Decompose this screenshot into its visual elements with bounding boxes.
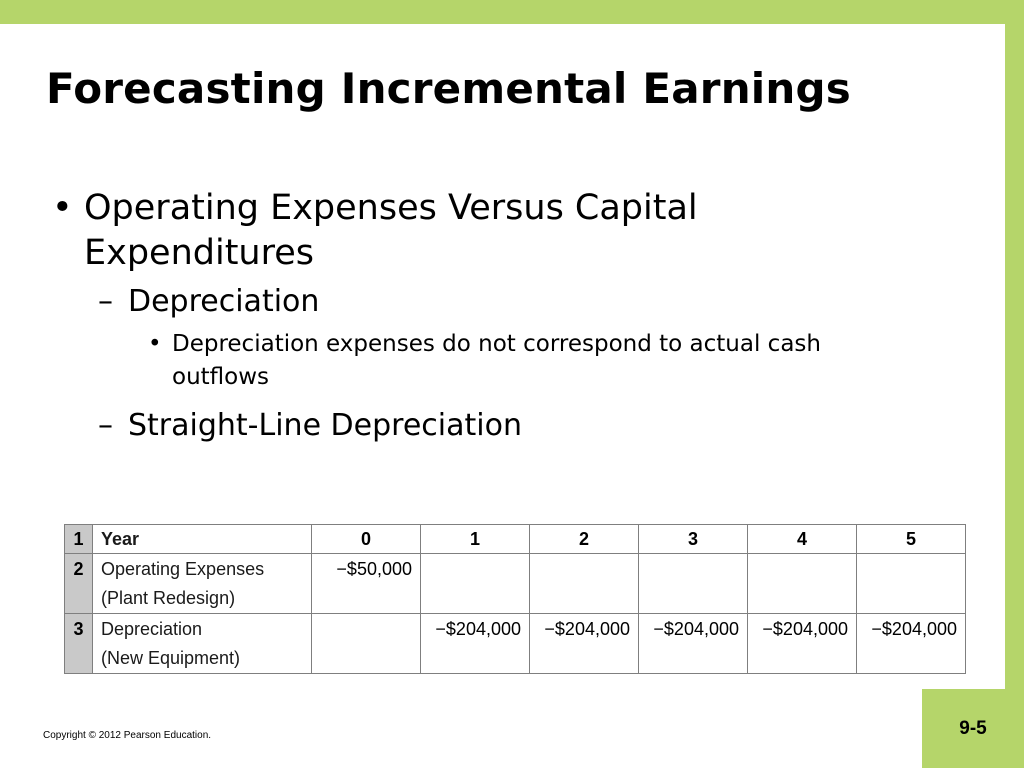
expense-table <box>64 524 966 674</box>
row-number: 1 <box>65 525 93 554</box>
table-cell <box>312 614 421 674</box>
year-header: 4 <box>748 525 857 554</box>
row-label-line1: Depreciation <box>101 619 203 639</box>
header-label: Year <box>93 525 312 554</box>
bullet-level1 <box>46 186 916 276</box>
table-header-row <box>65 525 966 554</box>
table-cell: −$204,000 <box>530 614 639 674</box>
top-accent-bar <box>0 0 1024 24</box>
table-cell <box>748 554 857 614</box>
bullet-text: Straight-Line Depreciation <box>128 408 522 443</box>
year-header: 1 <box>421 525 530 554</box>
row-label-line2: (New Equipment) <box>101 648 241 668</box>
row-number: 2 <box>65 554 93 614</box>
table-row <box>65 554 966 614</box>
copyright-text: Copyright © 2012 Pearson Education. <box>43 730 212 741</box>
bullet-list <box>46 186 916 446</box>
right-accent-bar <box>1005 0 1024 768</box>
row-label-line2: (Plant Redesign) <box>101 588 236 608</box>
bullet-dot-icon: • <box>148 331 162 357</box>
bullet-level3 <box>46 328 916 394</box>
bullet-level2 <box>46 282 916 322</box>
table-cell <box>530 554 639 614</box>
year-header: 5 <box>857 525 966 554</box>
table-cell <box>421 554 530 614</box>
row-label-line1: Operating Expenses <box>101 559 265 579</box>
table-cell: −$204,000 <box>748 614 857 674</box>
bullet-dash-icon: – <box>98 284 113 319</box>
page-number: 9-5 <box>959 717 987 739</box>
year-header: 3 <box>639 525 748 554</box>
slide-title: Forecasting Incremental Earnings <box>46 64 851 113</box>
year-header: 0 <box>312 525 421 554</box>
table-cell: −$50,000 <box>312 554 421 614</box>
row-label <box>93 554 312 614</box>
table-cell: −$204,000 <box>857 614 966 674</box>
table-cell: −$204,000 <box>421 614 530 674</box>
table-cell <box>857 554 966 614</box>
table-cell: −$204,000 <box>639 614 748 674</box>
row-number: 3 <box>65 614 93 674</box>
row-label <box>93 614 312 674</box>
table-cell <box>639 554 748 614</box>
year-header: 2 <box>530 525 639 554</box>
bullet-text: Depreciation expenses do not correspond to actual cash outflows <box>172 331 821 390</box>
bullet-dot-icon: • <box>52 188 73 228</box>
table-row <box>65 614 966 674</box>
bullet-text: Depreciation <box>128 284 320 319</box>
bullet-text: Operating Expenses Versus Capital Expenditures <box>84 188 698 273</box>
bullet-dash-icon: – <box>98 408 113 443</box>
page-number-badge <box>922 689 1024 768</box>
bullet-level2 <box>46 406 916 446</box>
